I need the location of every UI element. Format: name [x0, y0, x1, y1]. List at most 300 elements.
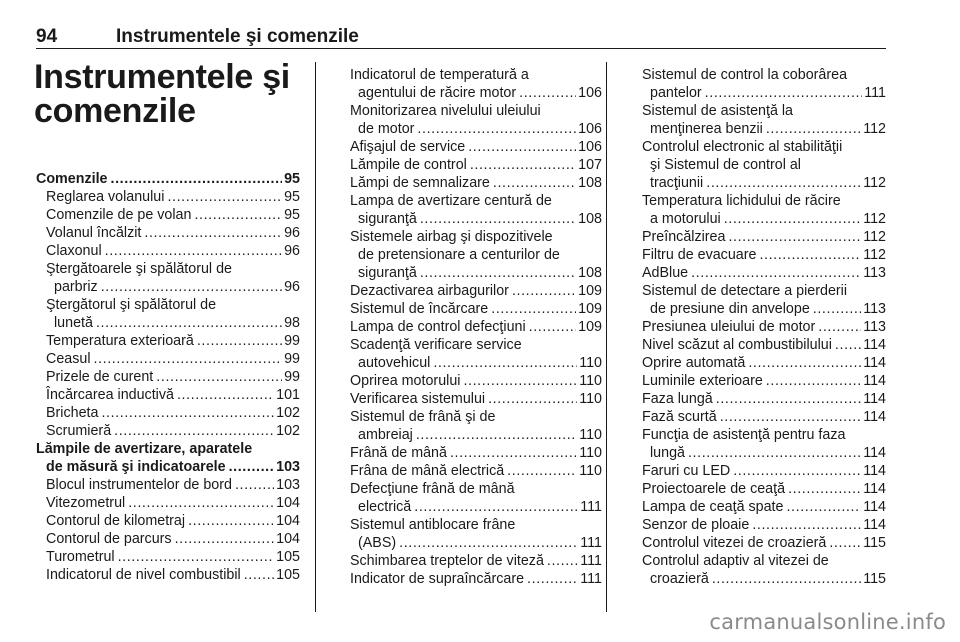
toc-entry-text: Contorul de parcurs: [46, 531, 172, 547]
toc-entry-line: [350, 426, 602, 444]
dot-leader: [691, 264, 861, 282]
toc-entry-line: [350, 444, 602, 462]
dot-leader: [724, 210, 861, 228]
toc-entry-text: Nivel scăzut al combustibilului: [642, 337, 832, 353]
dot-leader: [547, 552, 578, 570]
dot-leader: [728, 228, 861, 246]
toc-entry-line: [350, 300, 602, 318]
toc-entry-text: Schimbarea treptelor de viteză: [350, 553, 544, 569]
toc-entry[interactable]: [632, 498, 886, 516]
toc-entry-text: Fază scurtă: [642, 409, 717, 425]
toc-entry-text: Vitezometrul: [46, 495, 126, 511]
toc-entry[interactable]: [36, 260, 300, 296]
toc-entry-text: pantelor: [650, 85, 702, 101]
toc-entry-text: Indicatorul de temperatură a: [350, 67, 529, 83]
dot-leader: [688, 444, 861, 462]
toc-entry[interactable]: [36, 404, 300, 422]
toc-page-number: 108: [578, 265, 602, 281]
toc-entry-line: [46, 494, 300, 512]
toc-page-number: 103: [276, 459, 300, 475]
toc-page-number: 112: [863, 121, 886, 137]
toc-entry[interactable]: [340, 462, 602, 480]
toc-entry[interactable]: [340, 66, 602, 102]
toc-entry-text: electrică: [358, 499, 412, 515]
page-header: [36, 24, 886, 49]
toc-entry[interactable]: [36, 296, 300, 332]
toc-entry-text: Afişajul de service: [350, 139, 466, 155]
toc-page-number: 112: [863, 229, 886, 245]
toc-entry-text: Comenzile de pe volan: [46, 207, 192, 223]
toc-entry-line: [36, 440, 300, 458]
toc-entry-text: Sistemul de încărcare: [350, 301, 489, 317]
toc-entry[interactable]: [36, 206, 300, 224]
toc-entry[interactable]: [632, 246, 886, 264]
toc-entry-line: [642, 480, 886, 498]
toc-entry-text: Temperatura exterioară: [46, 333, 194, 349]
toc-entry-line: [642, 516, 886, 534]
toc-page-number: 99: [284, 333, 300, 349]
toc-entry-text: Monitorizarea nivelului uleiului: [350, 103, 541, 119]
toc-entry-text: Blocul instrumentelor de bord: [46, 477, 232, 493]
toc-entry[interactable]: [36, 566, 300, 584]
toc-entry-text: de motor: [358, 121, 415, 137]
toc-entry-line: [46, 350, 300, 368]
toc-entry[interactable]: [340, 408, 602, 444]
toc-entry-line: [46, 224, 300, 242]
dot-leader: [94, 350, 283, 368]
watermark-text: carmanualsonline.info: [709, 610, 946, 634]
toc-entry[interactable]: [340, 282, 602, 300]
dot-leader: [420, 264, 576, 282]
toc-page-number: 102: [276, 405, 300, 421]
toc-entry[interactable]: [632, 552, 886, 588]
dot-leader: [507, 462, 577, 480]
dot-leader: [420, 210, 576, 228]
toc-entry-line: [642, 174, 886, 192]
toc-page-number: 114: [863, 409, 886, 425]
toc-entry[interactable]: [632, 228, 886, 246]
toc-entry-line: [642, 336, 886, 354]
toc-entry-text: Scadenţă verificare service: [350, 337, 522, 353]
dot-leader: [414, 498, 578, 516]
toc-entry-line: [350, 480, 602, 498]
toc-entry[interactable]: [632, 354, 886, 372]
toc-entry-line: [350, 408, 602, 426]
dot-leader: [416, 426, 577, 444]
toc-entry-line: [642, 282, 886, 300]
dot-leader: [235, 476, 274, 494]
toc-entry[interactable]: [340, 228, 602, 282]
dot-leader: [752, 516, 861, 534]
toc-page-number: 98: [284, 315, 300, 331]
toc-page-number: 114: [863, 391, 886, 407]
toc-page-number: 109: [578, 283, 602, 299]
toc-entry[interactable]: [36, 512, 300, 530]
toc-entry-text: Presiunea uleiului de motor: [642, 319, 816, 335]
toc-entry[interactable]: [632, 264, 886, 282]
dot-leader: [835, 336, 861, 354]
dot-leader: [96, 314, 282, 332]
dot-leader: [101, 278, 282, 296]
dot-leader: [712, 570, 861, 588]
toc-entry-text: Dezactivarea airbagurilor: [350, 283, 509, 299]
toc-entry-line: [642, 426, 886, 444]
toc-entry-text: Frâna de mână electrică: [350, 463, 505, 479]
toc-entry[interactable]: [36, 188, 300, 206]
toc-entry-text: Sistemele airbag şi dispozitivele: [350, 229, 553, 245]
toc-entry-line: [642, 228, 886, 246]
dot-leader: [156, 368, 282, 386]
toc-page-number: 110: [579, 373, 602, 389]
toc-entry[interactable]: [632, 318, 886, 336]
toc-entry[interactable]: [36, 242, 300, 260]
toc-entry-line: [46, 386, 300, 404]
toc-page-number: 111: [580, 499, 602, 515]
toc-entry-line: [350, 120, 602, 138]
page-number: 94: [36, 26, 58, 47]
toc-entry-text: siguranţă: [358, 211, 417, 227]
toc-entry[interactable]: [340, 552, 602, 570]
toc-entry-text: Bricheta: [46, 405, 99, 421]
dot-leader: [720, 408, 862, 426]
toc-entry-line: [46, 404, 300, 422]
toc-entry[interactable]: [632, 282, 886, 318]
toc-entry-line: [46, 548, 300, 566]
toc-entry-line: [36, 170, 300, 188]
toc-entry-text: de pretensionare a centurilor de: [358, 247, 560, 263]
dot-leader: [450, 444, 577, 462]
toc-page-number: 108: [578, 211, 602, 227]
toc-page-number: 96: [284, 243, 300, 259]
dot-leader: [111, 170, 283, 188]
toc-entry-line: [642, 462, 886, 480]
toc-entry-text: Controlul adaptiv al vitezei de: [642, 553, 829, 569]
toc-entry-line: [350, 336, 602, 354]
toc-entry[interactable]: [632, 480, 886, 498]
dot-leader: [177, 386, 274, 404]
toc-entry-text: Lămpile de control: [350, 157, 467, 173]
toc-entry-text: Oprirea motorului: [350, 373, 461, 389]
toc-entry[interactable]: [340, 516, 602, 552]
toc-entry[interactable]: [632, 102, 886, 138]
toc-page-number: 110: [579, 427, 602, 443]
toc-entry-line: [642, 264, 886, 282]
toc-page-number: 113: [863, 319, 886, 335]
toc-entry-line: [642, 390, 886, 408]
toc-entry[interactable]: [632, 372, 886, 390]
toc-page-number: 96: [284, 279, 300, 295]
toc-page-number: 112: [863, 211, 886, 227]
dot-leader: [706, 174, 861, 192]
toc-entry-line: [642, 318, 886, 336]
toc-page-number: 105: [276, 549, 300, 565]
dot-leader: [105, 242, 282, 260]
toc-entry-text: Senzor de ploaie: [642, 517, 750, 533]
toc-entry[interactable]: [340, 336, 602, 372]
toc-entry-line: [642, 138, 886, 156]
section-title: [34, 60, 304, 128]
toc-entry-line: [642, 156, 886, 174]
toc-page-number: 95: [284, 189, 300, 205]
toc-page-number: 110: [579, 445, 602, 461]
toc-page-number: 106: [578, 121, 602, 137]
toc-entry-text: Comenzile: [36, 171, 108, 187]
dot-leader: [244, 566, 274, 584]
toc-entry-line: [350, 390, 602, 408]
toc-entry-text: ambreiaj: [358, 427, 413, 443]
toc-entry-line: [350, 192, 602, 210]
toc-entry-line: [350, 156, 602, 174]
toc-entry-line: [350, 498, 602, 516]
toc-entry-text: de presiune din anvelope: [650, 301, 810, 317]
toc-entry[interactable]: [340, 102, 602, 138]
toc-entry-text: Lămpi de semnalizare: [350, 175, 490, 191]
toc-entry[interactable]: [340, 570, 602, 588]
toc-page-number: 107: [578, 157, 602, 173]
toc-entry-text: Contorul de kilometraj: [46, 513, 186, 529]
toc-entry-line: [46, 368, 300, 386]
dot-leader: [128, 494, 274, 512]
toc-entry-text: Indicator de supraîncărcare: [350, 571, 525, 587]
dot-leader: [788, 480, 861, 498]
toc-entry-text: Ştergătoarele şi spălătorul de: [46, 261, 232, 277]
toc-entry-line: [46, 206, 300, 224]
toc-page-number: 111: [580, 571, 602, 587]
toc-entry-text: Reglarea volanului: [46, 189, 165, 205]
dot-leader: [759, 246, 861, 264]
toc-entry-line: [642, 570, 886, 588]
toc-entry-text: Sistemul de frână şi de: [350, 409, 496, 425]
toc-page-number: 96: [284, 225, 300, 241]
toc-entry[interactable]: [632, 192, 886, 228]
toc-page-number: 110: [579, 355, 602, 371]
toc-entry-text: Defecţiune frână de mână: [350, 481, 515, 497]
toc-page-number: 114: [863, 499, 886, 515]
toc-entry-text: Controlul electronic al stabilităţii: [642, 139, 843, 155]
toc-page-number: 109: [578, 301, 602, 317]
dot-leader: [101, 404, 274, 422]
dot-leader: [114, 422, 274, 440]
dot-leader: [463, 372, 577, 390]
toc-entry[interactable]: [340, 318, 602, 336]
toc-page-number: 104: [276, 495, 300, 511]
toc-entry-text: Oprire automată: [642, 355, 746, 371]
toc-entry[interactable]: [340, 480, 602, 516]
toc-entry-line: [46, 476, 300, 494]
toc-entry[interactable]: [632, 138, 886, 192]
toc-entry-text: Proiectoarele de ceaţă: [642, 481, 786, 497]
toc-page-number: 114: [863, 355, 886, 371]
toc-page-number: 114: [863, 463, 886, 479]
toc-entry-text: Ştergătorul şi spălătorul de: [46, 297, 217, 313]
toc-entry-line: [46, 332, 300, 350]
toc-entry-line: [642, 120, 886, 138]
toc-section-entry[interactable]: [36, 440, 300, 476]
toc-entry-text: tracţiunii: [650, 175, 704, 191]
dot-leader: [766, 372, 861, 390]
toc-entry-line: [46, 512, 300, 530]
dot-leader: [118, 548, 275, 566]
toc-entry-text: şi Sistemul de control al: [650, 157, 801, 173]
toc-entry-text: Lampa de avertizare centură de: [350, 193, 552, 209]
toc-entry-line: [46, 296, 300, 314]
section-title-line: Instrumentele şi: [34, 58, 290, 96]
toc-page-number: 104: [276, 513, 300, 529]
toc-column-1: [36, 170, 300, 584]
dot-leader: [519, 84, 576, 102]
toc-entry-line: [350, 174, 602, 192]
toc-entry[interactable]: [632, 426, 886, 462]
dot-leader: [188, 512, 274, 530]
dot-leader: [470, 156, 576, 174]
toc-entry-line: [642, 534, 886, 552]
toc-entry-line: [642, 354, 886, 372]
dot-leader: [491, 300, 576, 318]
toc-entry-text: Prizele de curent: [46, 369, 154, 385]
toc-page-number: 105: [276, 567, 300, 583]
toc-entry[interactable]: [36, 530, 300, 548]
running-title: Instrumentele şi comenzile: [116, 26, 359, 47]
toc-entry-text: AdBlue: [642, 265, 689, 281]
toc-entry-line: [642, 84, 886, 102]
dot-leader: [813, 300, 861, 318]
toc-entry-text: Sistemul de detectare a pierderii: [642, 283, 848, 299]
toc-entry-text: Indicatorul de nivel combustibil: [46, 567, 241, 583]
toc-entry[interactable]: [340, 174, 602, 192]
toc-entry-line: [642, 246, 886, 264]
toc-page-number: 114: [863, 337, 886, 353]
toc-entry[interactable]: [340, 444, 602, 462]
toc-page-number: 115: [863, 571, 886, 587]
toc-page-number: 113: [863, 265, 886, 281]
dot-leader: [167, 188, 282, 206]
toc-entry-line: [350, 372, 602, 390]
toc-entry-line: [350, 354, 602, 372]
toc-page-number: 112: [863, 175, 886, 191]
toc-entry[interactable]: [36, 548, 300, 566]
toc-entry-text: Lampa de ceaţă spate: [642, 499, 784, 515]
toc-entry-line: [46, 566, 300, 584]
toc-page-number: 114: [863, 517, 886, 533]
toc-entry-text: de măsură şi indicatoarele: [46, 459, 226, 475]
dot-leader: [197, 332, 282, 350]
toc-entry[interactable]: [632, 390, 886, 408]
toc-entry-line: [350, 318, 602, 336]
toc-entry[interactable]: [632, 462, 886, 480]
dot-leader: [488, 390, 577, 408]
toc-entry-text: Claxonul: [46, 243, 102, 259]
toc-entry-line: [642, 498, 886, 516]
toc-entry-text: Luminile exterioare: [642, 373, 763, 389]
toc-column-3: [632, 66, 886, 588]
dot-leader: [433, 354, 577, 372]
toc-page-number: 109: [578, 319, 602, 335]
toc-entry[interactable]: [632, 66, 886, 102]
toc-page-number: 99: [284, 351, 300, 367]
toc-entry-line: [642, 552, 886, 570]
toc-entry[interactable]: [340, 192, 602, 228]
toc-page-number: 111: [580, 535, 602, 551]
toc-entry-line: [46, 530, 300, 548]
column-divider: [606, 62, 607, 612]
toc-entry-text: Sistemul antiblocare frâne: [350, 517, 516, 533]
toc-entry-text: autovehicul: [358, 355, 431, 371]
dot-leader: [417, 120, 576, 138]
dot-leader: [527, 570, 578, 588]
toc-entry[interactable]: [632, 408, 886, 426]
toc-entry[interactable]: [36, 350, 300, 368]
dot-leader: [733, 462, 861, 480]
toc-entry[interactable]: [36, 422, 300, 440]
dot-leader: [399, 534, 578, 552]
toc-entry-line: [642, 372, 886, 390]
dot-leader: [818, 318, 861, 336]
toc-entry-text: agentului de răcire motor: [358, 85, 517, 101]
dot-leader: [144, 224, 282, 242]
toc-entry[interactable]: [36, 368, 300, 386]
dot-leader: [786, 498, 861, 516]
toc-entry[interactable]: [340, 372, 602, 390]
toc-entry-line: [642, 408, 886, 426]
toc-entry[interactable]: [340, 138, 602, 156]
toc-page-number: 106: [578, 85, 602, 101]
toc-entry[interactable]: [36, 386, 300, 404]
toc-entry-line: [46, 422, 300, 440]
dot-leader: [468, 138, 576, 156]
toc-entry[interactable]: [36, 494, 300, 512]
toc-entry-line: [350, 282, 602, 300]
toc-column-2: [340, 66, 602, 588]
toc-entry[interactable]: [340, 156, 602, 174]
dot-leader: [705, 84, 863, 102]
toc-entry-line: [350, 66, 602, 84]
toc-entry[interactable]: [632, 516, 886, 534]
toc-entry[interactable]: [36, 476, 300, 494]
toc-entry-text: (ABS): [358, 535, 397, 551]
column-divider: [315, 62, 316, 612]
toc-entry-line: [642, 300, 886, 318]
toc-page-number: 112: [863, 247, 886, 263]
toc-page-number: 99: [284, 369, 300, 385]
toc-entry-line: [350, 264, 602, 282]
toc-entry-text: parbriz: [54, 279, 98, 295]
toc-entry[interactable]: [632, 534, 886, 552]
toc-entry-line: [46, 242, 300, 260]
toc-page-number: 115: [863, 535, 886, 551]
toc-entry[interactable]: [36, 332, 300, 350]
toc-entry-line: [350, 462, 602, 480]
toc-entry[interactable]: [632, 336, 886, 354]
toc-entry-line: [350, 84, 602, 102]
toc-entry-text: lunetă: [54, 315, 93, 331]
toc-entry[interactable]: [340, 300, 602, 318]
toc-section-entry[interactable]: [36, 170, 300, 188]
toc-entry-line: [36, 458, 300, 476]
toc-entry-text: Verificarea sistemului: [350, 391, 486, 407]
toc-entry-line: [350, 570, 602, 588]
dot-leader: [829, 534, 861, 552]
toc-entry[interactable]: [36, 224, 300, 242]
dot-leader: [194, 206, 282, 224]
toc-entry[interactable]: [340, 390, 602, 408]
toc-entry-line: [350, 552, 602, 570]
toc-entry-text: Frână de mână: [350, 445, 447, 461]
toc-entry-text: Volanul încălzit: [46, 225, 142, 241]
toc-page-number: 114: [863, 481, 886, 497]
toc-entry-line: [46, 314, 300, 332]
section-title-line: comenzile: [34, 92, 196, 130]
dot-leader: [766, 120, 861, 138]
